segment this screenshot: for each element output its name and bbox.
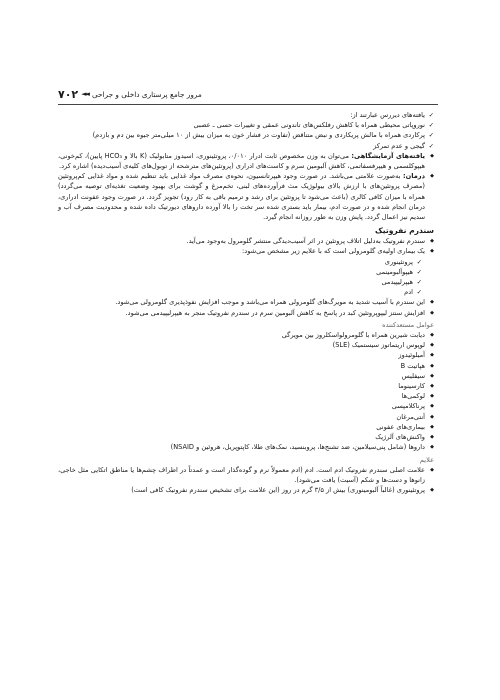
list-item: ◆ واکنش‌های آلرژیک xyxy=(58,432,434,442)
page-header xyxy=(58,86,438,102)
list-item: ◆ کارسینوما xyxy=(58,381,434,391)
list-item: ◆ آمیلوئیدوز xyxy=(58,350,434,360)
list-item: ◆ لوپوس اریتماتوز سیستمیک (SLE) xyxy=(58,340,434,350)
list-item: ◆ سندرم نفروتیک به‌دلیل اتلاف پروتئین در اثر آسیب‌دیدگی منتشر گلومرول به‌وجود می‌آید. xyxy=(58,236,434,246)
list-item: ✓ نوروپاتی محیطی همراه با کاهش رفلکس‌های تاندونی عمقی و تغییرات حسی ـ عصبی xyxy=(58,120,434,130)
symptoms-heading: علایم xyxy=(419,455,434,464)
list-item: ◆ علامت اصلی سندرم نفروتیک ادم است. ادم (ادم معمولاً نرم و گوده‌گذار است و عمدتاً در اطراف چشم‌ها یا مناطق اتکایی مثل خاجی، زانوها و دست‌ها و شکم (آسیت) یافت می‌شود). xyxy=(58,465,434,485)
exam-findings-list xyxy=(58,110,434,151)
lab-findings-paragraph xyxy=(58,151,434,171)
lab-findings-label: یافته‌های آزمایشگاهی: xyxy=(351,151,426,160)
list-item: ✓ گیجی و عدم تمرکز xyxy=(58,141,434,151)
arrows-icon: ◄◄ xyxy=(81,90,88,98)
list-item: ◆ سیفلیس xyxy=(58,371,434,381)
symptoms-list xyxy=(58,465,434,496)
treatment-block xyxy=(58,171,434,222)
treatment-label: درمان: xyxy=(402,172,425,181)
nephrotic-list xyxy=(58,236,434,318)
list-item: ◆ آنتی‌مرغان xyxy=(58,412,434,422)
running-head: مرور جامع پرستاری داخلی و جراحی xyxy=(91,89,202,99)
lab-findings-block xyxy=(58,151,434,171)
list-item: ◆ دیابت شیرین همراه با گلومرولواسکلروز بین مویرگی xyxy=(58,330,434,340)
list-item: ◆ هپاتیت B xyxy=(58,361,434,371)
list-item: ◆ لوکمی‌ها xyxy=(58,391,434,401)
list-item: ◆ افزایش سنتز لیپوپروتئین کبد در پاسخ به کاهش آلبومین سرم در سندرم نفروتیک منجر به هیپرلیپیدمی می‌شود. xyxy=(58,308,434,318)
list-item: ◆ پروتئینوری (غالباً آلبومینوری) بیش از ۳/۵ گرم در روز (این علامت برای تشخیص سندرم نفروتیک کافی است) xyxy=(58,485,434,495)
list-item: ◆ یک بیماری اولیه‌ی گلومرولی است که با علایم زیر مشخص می‌شود: xyxy=(58,246,434,256)
page-content xyxy=(58,110,434,495)
treatment-paragraph xyxy=(58,171,434,222)
list-item: ◆ پرناکلامپسی xyxy=(58,401,434,411)
header-divider xyxy=(58,104,438,105)
list-item: ◆ بیماری‌های عفونی xyxy=(58,422,434,432)
symptom-item: ✓ ادم xyxy=(58,287,422,297)
treatment-text: به‌صورت علامتی می‌باشد. در صورت وجود هیپرتانسیون، نحوه‌ی مصرف مواد غذایی باید تنظیم شده و مواد غذایی کم‌پروتئین (مصرف پروتئین‌های با ارزش بالای بیولوژیک مث فرآورده‌های لبنی، تخم‌مرغ و گوشت برای بهبود وضعیت تغذیه‌ای توصیه می‌گردد) همراه با میزان کافی کالری (باعث می‌شود تا پروتئین برای رشد و ترمیم باقی به کار رود) تجویز گردد. در صورت وجود عفونت ادراری، درمان انجام شده و در صورت ادم، بیمار باید بستری شده سر تخت را بالا آورده داروهای دیورتیک داده شده و محدودیت مصرف آب و سدیم نیز اعمال گردد. پایش وزن به طور روزانه انجام گیرد. xyxy=(58,172,425,222)
list-item: ✓ یافته‌های دیررس عبارتند از: xyxy=(58,110,434,120)
list-item: ◆ این سندرم با آسیب شدید به مویرگ‌های گلومرولی همراه می‌باشد و موجب افزایش نفوذپذیری گلومرولی می‌شود. xyxy=(58,297,434,307)
symptom-item: ✓ هیپرلیپیدمی xyxy=(58,277,422,287)
risk-factors-list xyxy=(58,330,434,452)
page-number: ۷۰۲ xyxy=(58,87,79,101)
list-item: ✓ پرکاردی همراه با مالش پریکاردی و نبض متناقض (تفاوت در فشار خون به میزان بیش از ۱۰ میلی‌متر جیوه بین دم و بازدم) xyxy=(58,130,434,140)
lab-findings-text: می‌توان به وزن مخصوص ثابت ادرار ۰/۰۱۰، پروتئینوری، اسیدوز متابولیک (K بالا و HCO₃ پایین)، کم‌خونی، هیپوکلسمی و هیپرفسفاتمی، کاهش آلبومین سرم و کاست‌های ادراری (پروتئین‌های مترشحه از توبول‌های کلیه‌ی آسیب‌دیده) اشاره کرد. xyxy=(58,151,425,171)
nephrotic-heading: سندرم نفروتیک xyxy=(374,226,434,236)
list-item: ◆ داروها (شامل پنی‌سیلامین، ضد تشنج‌ها، پروبنسید، نمک‌های طلا، کاپتوپریل، هروئین و NSAID) xyxy=(58,442,434,452)
risk-factors-heading: عوامل مستعدکننده xyxy=(382,320,434,329)
symptom-item: ✓ هیپوآلبومینمی xyxy=(58,267,422,277)
symptom-item: ✓ پروتئینوری xyxy=(58,257,422,267)
